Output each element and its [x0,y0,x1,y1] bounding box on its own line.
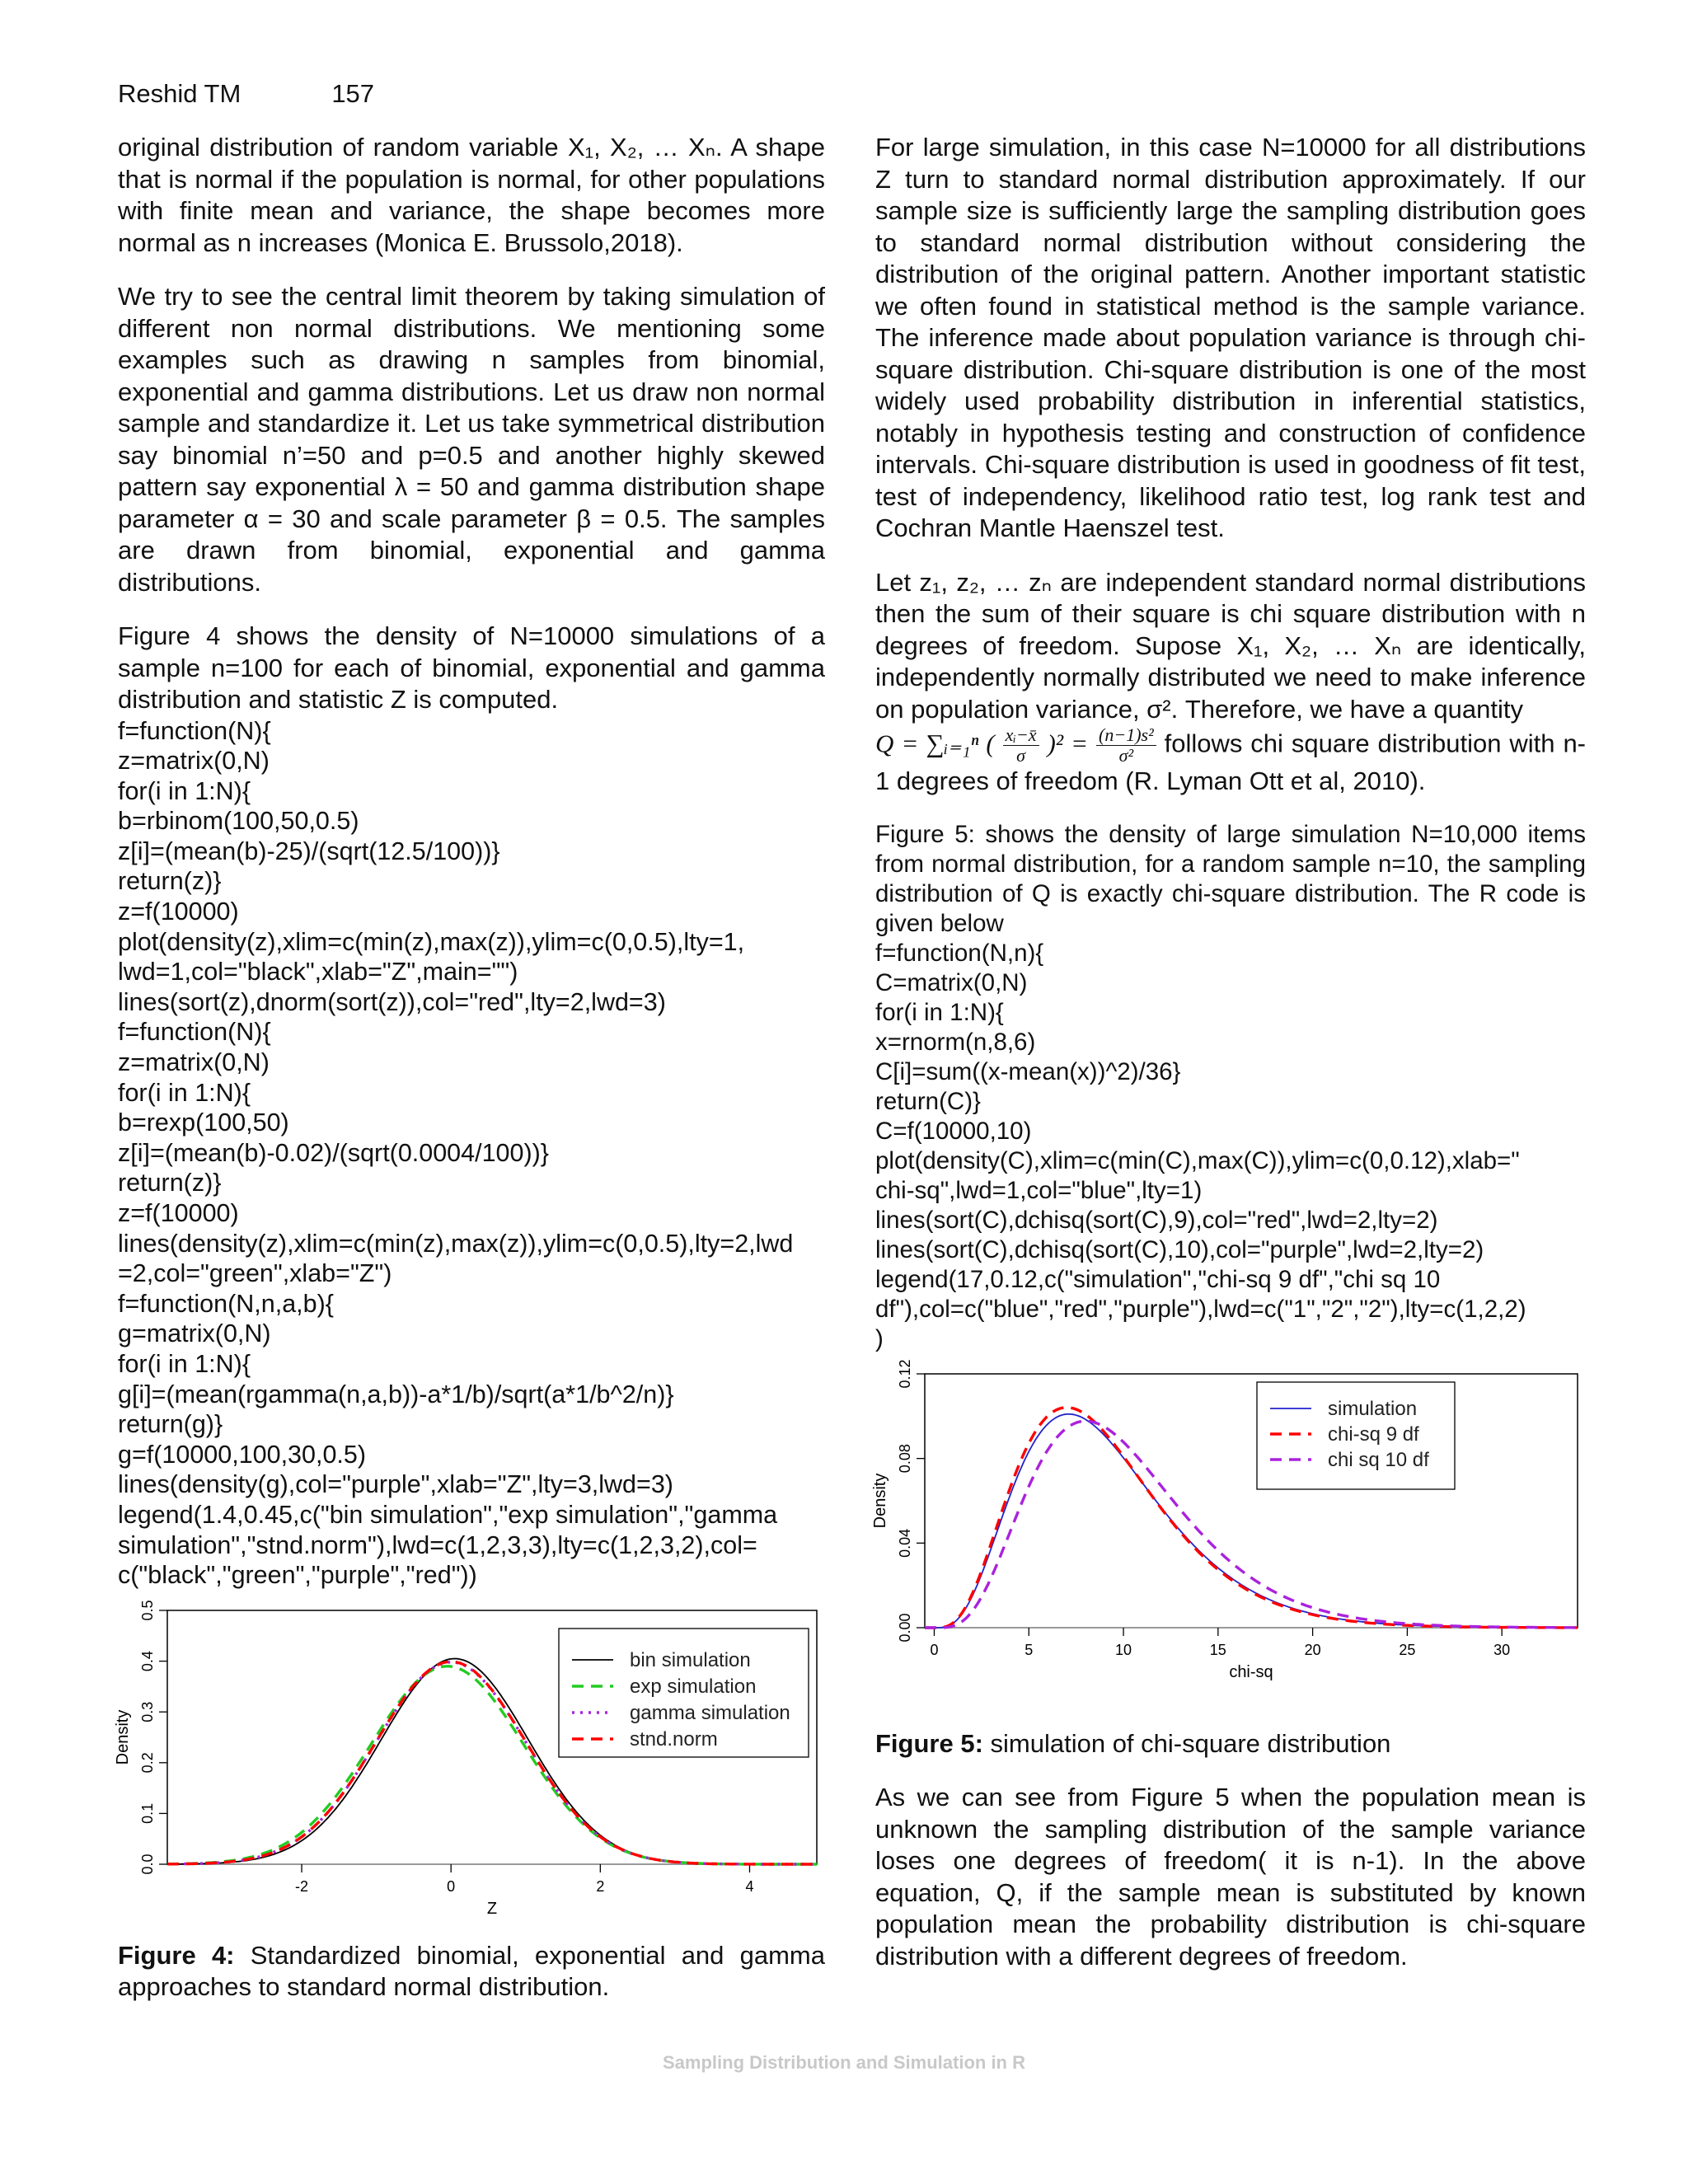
page-footer: Sampling Distribution and Simulation in R [663,2052,1025,2073]
legend-label: gamma simulation [630,1701,790,1724]
x-tick-label: 25 [1399,1641,1416,1658]
caption-label: Figure 5: [875,1728,983,1758]
formula-paragraph [875,725,1586,798]
x-tick-label: 15 [1209,1641,1226,1658]
caption-text: Standardized binomial, exponential and gamma approaches to standard normal distribution. [118,1940,825,2002]
left-column [114,132,825,2026]
legend-label: simulation [1328,1397,1418,1420]
caption-label: Figure 4: [118,1940,235,1970]
legend-label: chi-sq 9 df [1328,1422,1419,1446]
paragraph: Let z₁, z₂, … zₙ are independent standard normal distributions then the sum of their square is chi square distribution with n degrees of freedom. Supose X₁, X₂, … Xₙ are identically, independently normally distributed we need to make inference on population variance, σ². Therefore, we have a quantity [875,567,1586,724]
figure-5 [871,1358,1586,1712]
figure-4-caption [118,1940,825,2004]
fraction-denominator: σ [1016,745,1026,766]
x-tick-label: 30 [1493,1641,1511,1658]
x-tick-label: 5 [1025,1641,1034,1658]
y-tick-label: 0.4 [139,1650,156,1671]
formula-lhs: Q = ∑ᵢ₌₁ⁿ ( [875,729,995,758]
legend-label: bin simulation [630,1648,751,1671]
author-name: Reshid TM [118,79,241,108]
figure-4 [114,1600,825,1924]
y-tick-label: 0.04 [897,1528,913,1558]
series-line [925,1421,1578,1628]
paragraph: Figure 4 shows the density of N=10000 simulations of a sample n=100 for each of binomial, exponential and gamma distribution and statistic Z is computed. [118,621,825,714]
x-axis-label: Z [486,1899,498,1918]
formula-tail: follows chi square distribution with n-1 degrees of freedom (R. Lyman Ott et al, 2010). [875,729,1587,795]
x-tick-label: 0 [930,1641,939,1658]
legend-label: chi sq 10 df [1328,1448,1429,1471]
r-code-block: f=function(N,n){ C=matrix(0,N) for(i in 1:N){ x=rnorm(n,8,6) C[i]=sum((x-mean(x))^2)/36} return(C)} C=f(10000,10) plot(density(C),xlim=c(min(C),max(C)),ylim=c(0,0.12),xlab=" chi-sq",lwd=1,col="blue",lty=1) lines(sort(C),dchisq(sort(C),9),col="red",lwd=2,lty=2) lines(sort(C),dchisq(sort(C),10),col="purple",lwd=2,lty=2) legend(17,0.12,c("simulation","chi-sq 9 df","chi sq 10 df"),col=c("blue","red","purple"),lwd=c("1","2","2"),lty=c(1,2,2) ) [875,939,1526,1352]
legend-label: stnd.norm [630,1727,718,1750]
fraction-denominator: σ² [1118,745,1134,766]
fraction-numerator: xᵢ−x̄ [1003,725,1039,746]
legend-label: exp simulation [630,1675,757,1698]
y-tick-label: 0.5 [139,1600,156,1621]
right-column [871,132,1587,1994]
x-tick-label: -2 [295,1877,309,1895]
series-line [925,1407,1578,1627]
x-tick-label: 10 [1115,1641,1132,1658]
page-header [118,79,374,109]
series-line [925,1413,1578,1627]
formula-fraction-2 [1096,725,1156,766]
paragraph: As we can see from Figure 5 when the population mean is unknown the sampling distribution of the sample variance loses one degrees of freedom( it is n-1). In the above equation, Q, if the sample mean is substituted by known population mean the probability distribution is chi-square distribution with a different degrees of freedom. [875,1783,1586,1971]
page-number: 157 [331,79,375,108]
y-tick-label: 0.08 [897,1443,913,1473]
y-tick-label: 0.00 [897,1612,913,1643]
y-tick-label: 0.3 [139,1701,156,1722]
x-tick-label: 0 [447,1877,456,1895]
x-tick-label: 2 [596,1877,605,1895]
paragraph: For large simulation, in this case N=10000 for all distributions Z turn to standard normal distribution approximately. If our sample size is sufficiently large the sampling distribution goes to standard normal distribution without considering the distribution of the original pattern. Another important statistic we often found in statistical method is the sample variance. The inference made about population variance is through chi-square distribution. Chi-square distribution is one of the most widely used probability distribution in inferential statistics, notably in hypothesis testing and construction of confidence intervals. Chi-square distribution is used in goodness of fit test, test of independency, likelihood ratio test, log rank test and Cochran Mantle Haenszel test. [875,133,1586,542]
paragraph: original distribution of random variable X₁, X₂, … Xₙ. A shape that is normal if the population is normal, for other populations with finite mean and variance, the shape becomes more normal as n increases (Monica E. Brussolo,2018). [118,133,825,257]
figure-5-chart [871,1358,1586,1712]
formula-mid: )² = [1047,729,1089,758]
x-tick-label: 4 [745,1877,754,1895]
fraction-numerator: (n−1)s² [1096,725,1156,746]
y-tick-label: 0.1 [139,1802,156,1824]
r-code-block: f=function(N){ z=matrix(0,N) for(i in 1:N){ b=rbinom(100,50,0.5) z[i]=(mean(b)-25)/(sqrt(12.5/100))} return(z)} z=f(10000) plot(density(z),xlim=c(min(z),max(z)),ylim=c(0,0.5),lty=1, lwd=1,col="black",xlab="Z",main="") lines(sort(z),dnorm(sort(z)),col="red",lty=2,lwd=3) f=function(N){ z=matrix(0,N) for(i in 1:N){ b=rexp(100,50) z[i]=(mean(b)-0.02)/(sqrt(0.0004/100))} return(z)} z=f(10000) lines(density(z),xlim=c(min(z),max(z)),ylim=c(0,0.5),lty=2,lwd =2,col="green",xlab="Z") f=function(N,n,a,b){ g=matrix(0,N) for(i in 1:N){ g[i]=(mean(rgamma(n,a,b))-a*1/b)/sqrt(a*1/b^2/n)} return(g)} g=f(10000,100,30,0.5) lines(density(g),col="purple",xlab="Z",lty=3,lwd=3) legend(1.4,0.45,c("bin simulation","exp simulation","gamma simulation","stnd.norm"),lwd=c(1,2,3,3),lty=c(1,2,3,2),col= c("black","green","purple","red")) [118,716,794,1590]
paragraph: Figure 5: shows the density of large simulation N=10,000 items from normal distribution, for a random sample n=10, the sampling distribution of Q is exactly chi-square distribution. The R code is given below [875,820,1586,937]
y-tick-label: 0.2 [139,1752,156,1774]
y-tick-label: 0.12 [897,1358,913,1389]
x-axis-label: chi-sq [1229,1662,1273,1681]
y-tick-label: 0.0 [139,1854,156,1875]
paragraph: We try to see the central limit theorem by taking simulation of different non normal distributions. We mentioning some examples such as drawing n samples from binomial, exponential and gamma distributions. Let us draw non normal sample and standardize it. Let us take symmetrical distribution say binomial n’=50 and p=0.5 and another highly skewed pattern say exponential λ = 50 and gamma distribution shape parameter α = 30 and scale parameter β = 0.5. The samples are drawn from binomial, exponential and gamma distributions. [118,282,825,597]
x-tick-label: 20 [1304,1641,1321,1658]
formula-fraction-1 [1003,725,1039,766]
figure-5-caption [875,1728,1586,1760]
y-axis-label: Density [114,1709,132,1765]
caption-text: simulation of chi-square distribution [982,1728,1391,1758]
figure-4-chart [114,1600,825,1924]
y-axis-label: Density [871,1473,889,1528]
